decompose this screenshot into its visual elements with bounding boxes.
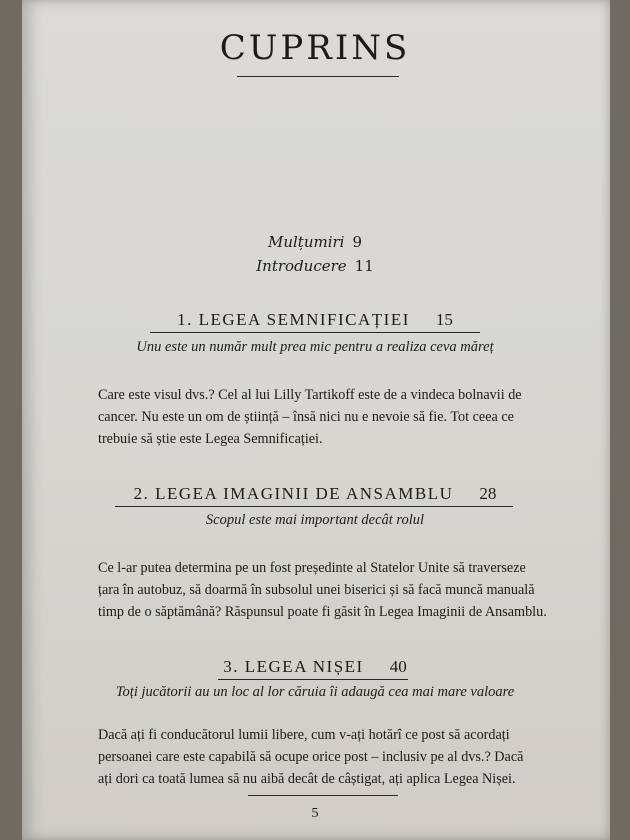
chapter-1-subtitle: Unu este un număr mult prea mic pentru a realiza ceva măreț <box>136 339 494 355</box>
front-item-page: 9 <box>352 233 363 251</box>
chapter-page: 40 <box>389 657 407 676</box>
chapter-2-summary <box>98 557 547 623</box>
chapter-number: 3. <box>223 657 240 676</box>
footer-divider <box>248 795 398 796</box>
chapter-3-heading <box>0 657 630 677</box>
summary-line: Dacă ați fi conducătorul lumii libere, cum v-ați hotărî ce post să acordați <box>98 727 510 743</box>
chapter-1-summary <box>98 384 538 450</box>
chapter-2-subtitle: Scopul este mai important decât rolul <box>205 512 425 528</box>
chapter-page: 28 <box>479 484 497 503</box>
chapter-title: LEGEA NIȘEI <box>244 657 364 676</box>
chapter-2-heading <box>0 484 630 504</box>
chapter-number: 1. <box>177 310 193 329</box>
page-title: CUPRINS <box>219 28 411 68</box>
front-item-acknowledgements <box>0 233 630 251</box>
chapter-3-subtitle: Toți jucătorii au un loc al lor căruia îi adaugă cea mai mare valoare <box>115 684 515 700</box>
summary-line: Care este visul dvs.? Cel al lui Lilly Tartikoff este de a vindeca bolnavii de <box>98 387 522 403</box>
summary-line: timp de o săptămână? Răspunsul poate fi găsit în Legea Imaginii de Ansamblu. <box>98 604 547 620</box>
summary-line: trebuie să știe este Legea Semnificației. <box>98 431 323 447</box>
chapter-number: 2. <box>133 484 150 503</box>
summary-line: țara în autobuz, să doarmă în subsolul unei biserici și să facă muncă manuală <box>98 582 535 598</box>
chapter-1-heading <box>0 310 630 330</box>
front-item-page: 11 <box>354 257 374 275</box>
summary-line: ați dori ca toată lumea să nu aibă decât de câștigat, ați aplica Legea Nișei. <box>98 771 516 787</box>
summary-line: Ce l-ar putea determina pe un fost președinte al Statelor Unite să traverseze <box>98 560 526 576</box>
chapter-3-divider <box>218 679 408 680</box>
chapter-1-divider <box>150 332 480 333</box>
chapter-page: 15 <box>435 310 453 329</box>
front-item-label: Mulțumiri <box>267 233 345 251</box>
front-item-label: Introducere <box>256 257 347 275</box>
chapter-2-divider <box>115 506 513 507</box>
summary-line: cancer. Nu este un om de știință – însă nici nu e nevoie să fie. Tot ceea ce <box>98 409 514 425</box>
summary-line: persoanei care este capabilă să ocupe orice post – inclusiv pe al dvs.? Dacă <box>98 749 524 765</box>
title-divider <box>237 76 399 77</box>
chapter-3-summary <box>98 724 538 790</box>
chapter-title: LEGEA IMAGINII DE ANSAMBLU <box>155 484 454 503</box>
chapter-title: LEGEA SEMNIFICAȚIEI <box>198 310 410 329</box>
page-number: 5 <box>311 806 319 821</box>
front-item-introduction <box>0 257 630 275</box>
